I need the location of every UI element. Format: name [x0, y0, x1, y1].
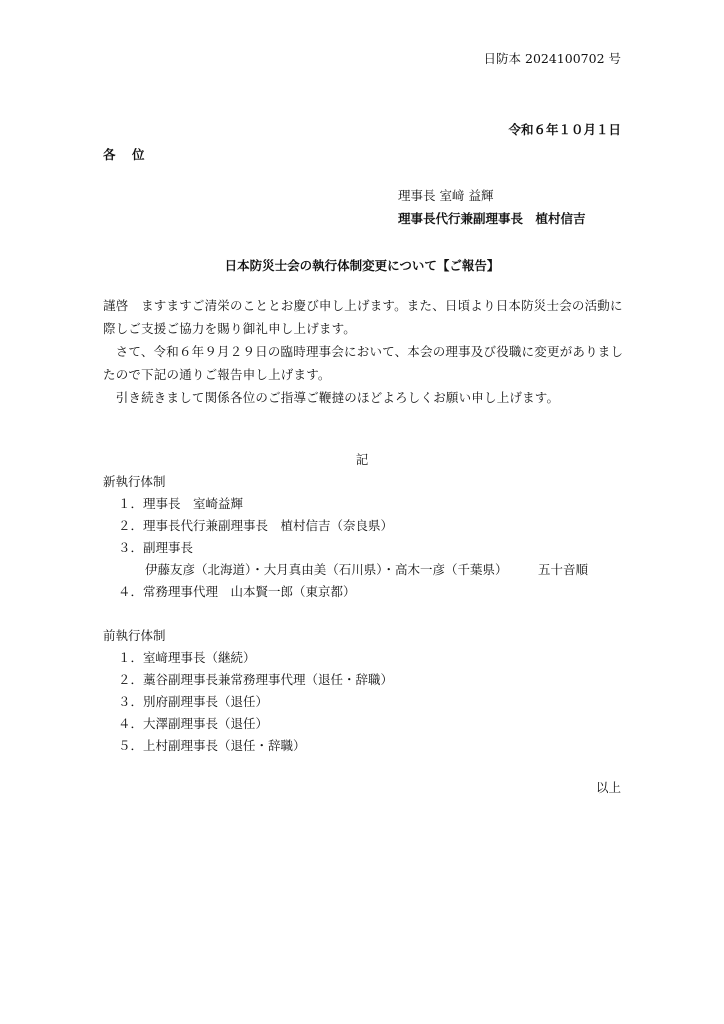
prev-structure-item: １．室﨑理事長（継続）	[118, 650, 256, 665]
ki-mark: 記	[355, 452, 369, 467]
gojuon-note: 五十音順	[538, 562, 589, 577]
document-date: 令和６年１０月１日	[508, 122, 621, 137]
prev-structure-item: ３．別府副理事長（退任）	[118, 694, 269, 709]
body-paragraph-3: 引き続きまして関係各位のご指導ご鞭撻のほどよろしくお願い申し上げます。	[103, 390, 560, 405]
document-title: 日本防災士会の執行体制変更について【ご報告】	[224, 258, 500, 273]
new-structure-heading: 新執行体制	[103, 474, 166, 489]
addressee: 各 位	[103, 147, 147, 162]
vice-chairman-names: 伊藤友彦（北海道）・大月真由美（石川県）・高木一彦（千葉県）	[145, 562, 508, 577]
body-paragraph-2: さて、令和６年９月２９日の臨時理事会において、本会の理事及び役職に変更がありましたので下記の通りご報告申し上げます。	[103, 344, 624, 382]
prev-structure-heading: 前執行体制	[103, 628, 166, 643]
sender-chairman: 理事長 室﨑 益輝	[398, 188, 494, 203]
new-structure-item: ３．副理事長	[118, 540, 194, 555]
new-structure-item: ２．理事長代行兼副理事長 植村信吉（奈良県）	[118, 518, 394, 533]
body-paragraph-1: 謹啓 ますますご清栄のこととお慶び申し上げます。また、日頃より日本防災士会の活動に際しご支援ご協力を賜り御礼申し上げます。	[103, 298, 623, 336]
prev-structure-item: ５．上村副理事長（退任・辞職）	[118, 738, 306, 753]
sender-vice-chairman: 理事長代行兼副理事長 植村信吉	[398, 211, 586, 226]
prev-structure-item: ４．大澤副理事長（退任）	[118, 716, 269, 731]
new-structure-item: １．理事長 室崎益輝	[118, 496, 244, 511]
closing-mark: 以上	[595, 780, 621, 795]
new-structure-item: ４．常務理事代理 山本賢一郎（東京都）	[118, 584, 356, 599]
prev-structure-item: ２．藁谷副理事長兼常務理事代理（退任・辞職）	[118, 672, 394, 687]
document-number: 日防本 2024100702 号	[483, 51, 621, 66]
